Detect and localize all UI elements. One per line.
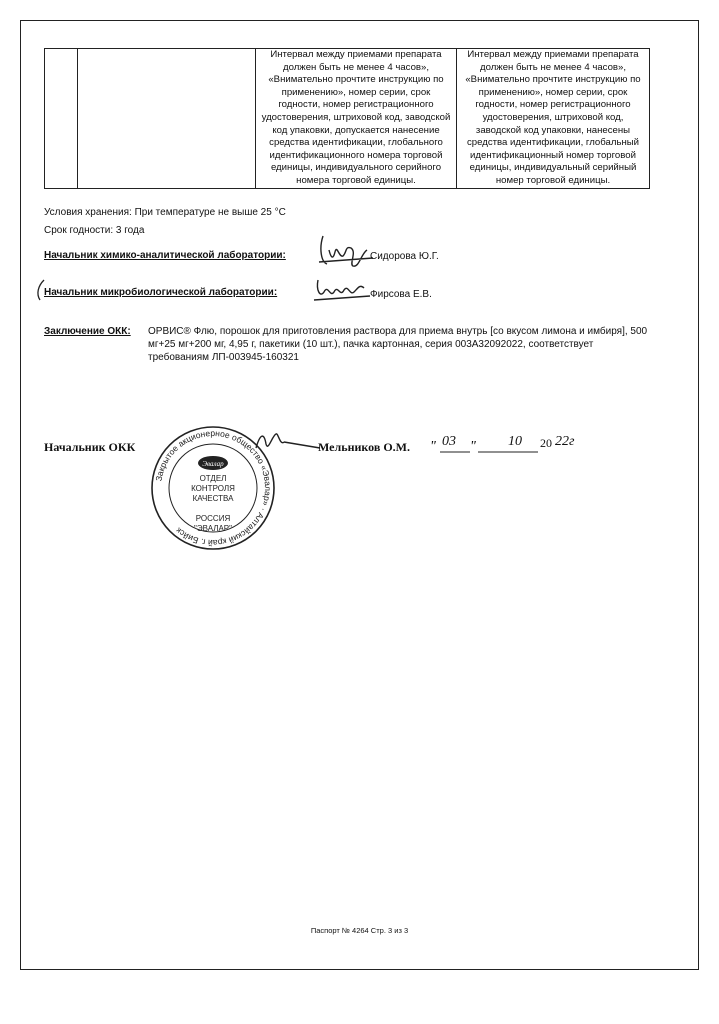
seal-ring-text: Закрытое акционерное общество «Эвалар» · Алтайский край г. Бийск [153,427,274,549]
table-cell-requirement: Интервал между приемами препарата должен быть не менее 4 часов», «Внимательно прочтите инструкцию по применению», номер серии, срок годности, номер регистрационного удостоверения, штриховой код, заводской код упаковки, допускается нанесение средства идентификации, глобального идентификационного номера торговой единицы, индивидуального серийного номера торговой единицы. [256,49,457,189]
signature-sidorova [315,228,375,270]
micro-lab-label: Начальник микробиологической лаборатории: [44,287,278,298]
shelf-life: Срок годности: 3 года [44,225,145,236]
micro-lab-name: Фирсова Е.В. [370,289,432,300]
table-row [45,49,650,189]
date-day: 03 [442,434,456,449]
tick-mark [30,278,48,302]
table-cell-empty [45,49,78,189]
conclusion-text: ОРВИС® Флю, порошок для приготовления раствора для приема внутрь [со вкусом лимона и имбиря], 500 мг+25 мг+200 мг, 4,95 г, пакетики (10 шт.), пачка картонная, серия 003А32092022, соответствует требованиям ЛП-003945-160321 [148,326,648,363]
svg-text:": " [430,439,436,454]
seal-bottom-line: "ЭВАЛАР" [194,524,232,533]
chem-lab-name: Сидорова Ю.Г. [370,251,439,262]
okk-head-name: Мельников О.М. [318,440,410,454]
page-footer: Паспорт № 4264 Стр. 3 из 3 [310,926,409,935]
seal-bottom-line: РОССИЯ [195,514,231,523]
table-cell-actual: Интервал между приемами препарата должен быть не менее 4 часов», «Внимательно прочтите инструкцию по применению», номер серии, срок годности, номер регистрационного удостоверения, штриховой код, заводской код упаковки, нанесены средства идентификации, глобальный идентификационный номер торговой единицы, индивидуальный серийный номер торговой единицы. [457,49,650,189]
seal-logo: Эвалар [202,460,224,468]
date-month: 10 [508,434,522,449]
seal-dept-line: ОТДЕЛ [199,474,227,483]
okk-head-label: Начальник ОКК [44,440,136,454]
seal-dept-line: КАЧЕСТВА [192,494,234,503]
conclusion-label: Заключение ОКК: [44,326,131,337]
date-year-prefix: 20 [540,436,552,450]
table-cell-empty [78,49,256,189]
company-seal [150,425,276,551]
seal-dept-line: КОНТРОЛЯ [191,484,235,493]
svg-text:": " [470,439,476,454]
signature-firsova [312,270,374,306]
date-year-suffix: 22г [555,434,575,449]
requirements-table [44,48,650,189]
storage-conditions: Условия хранения: При температуре не выше 25 °С [44,207,286,218]
chem-lab-label: Начальник химико-аналитической лаборатории: [44,250,286,261]
